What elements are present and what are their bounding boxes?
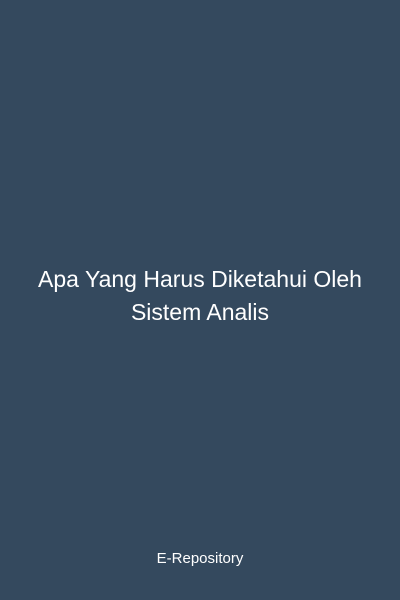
cover-footer-source: E-Repository (156, 550, 244, 567)
cover-title: Apa Yang Harus Diketahui Oleh Sistem Analis (38, 266, 362, 325)
